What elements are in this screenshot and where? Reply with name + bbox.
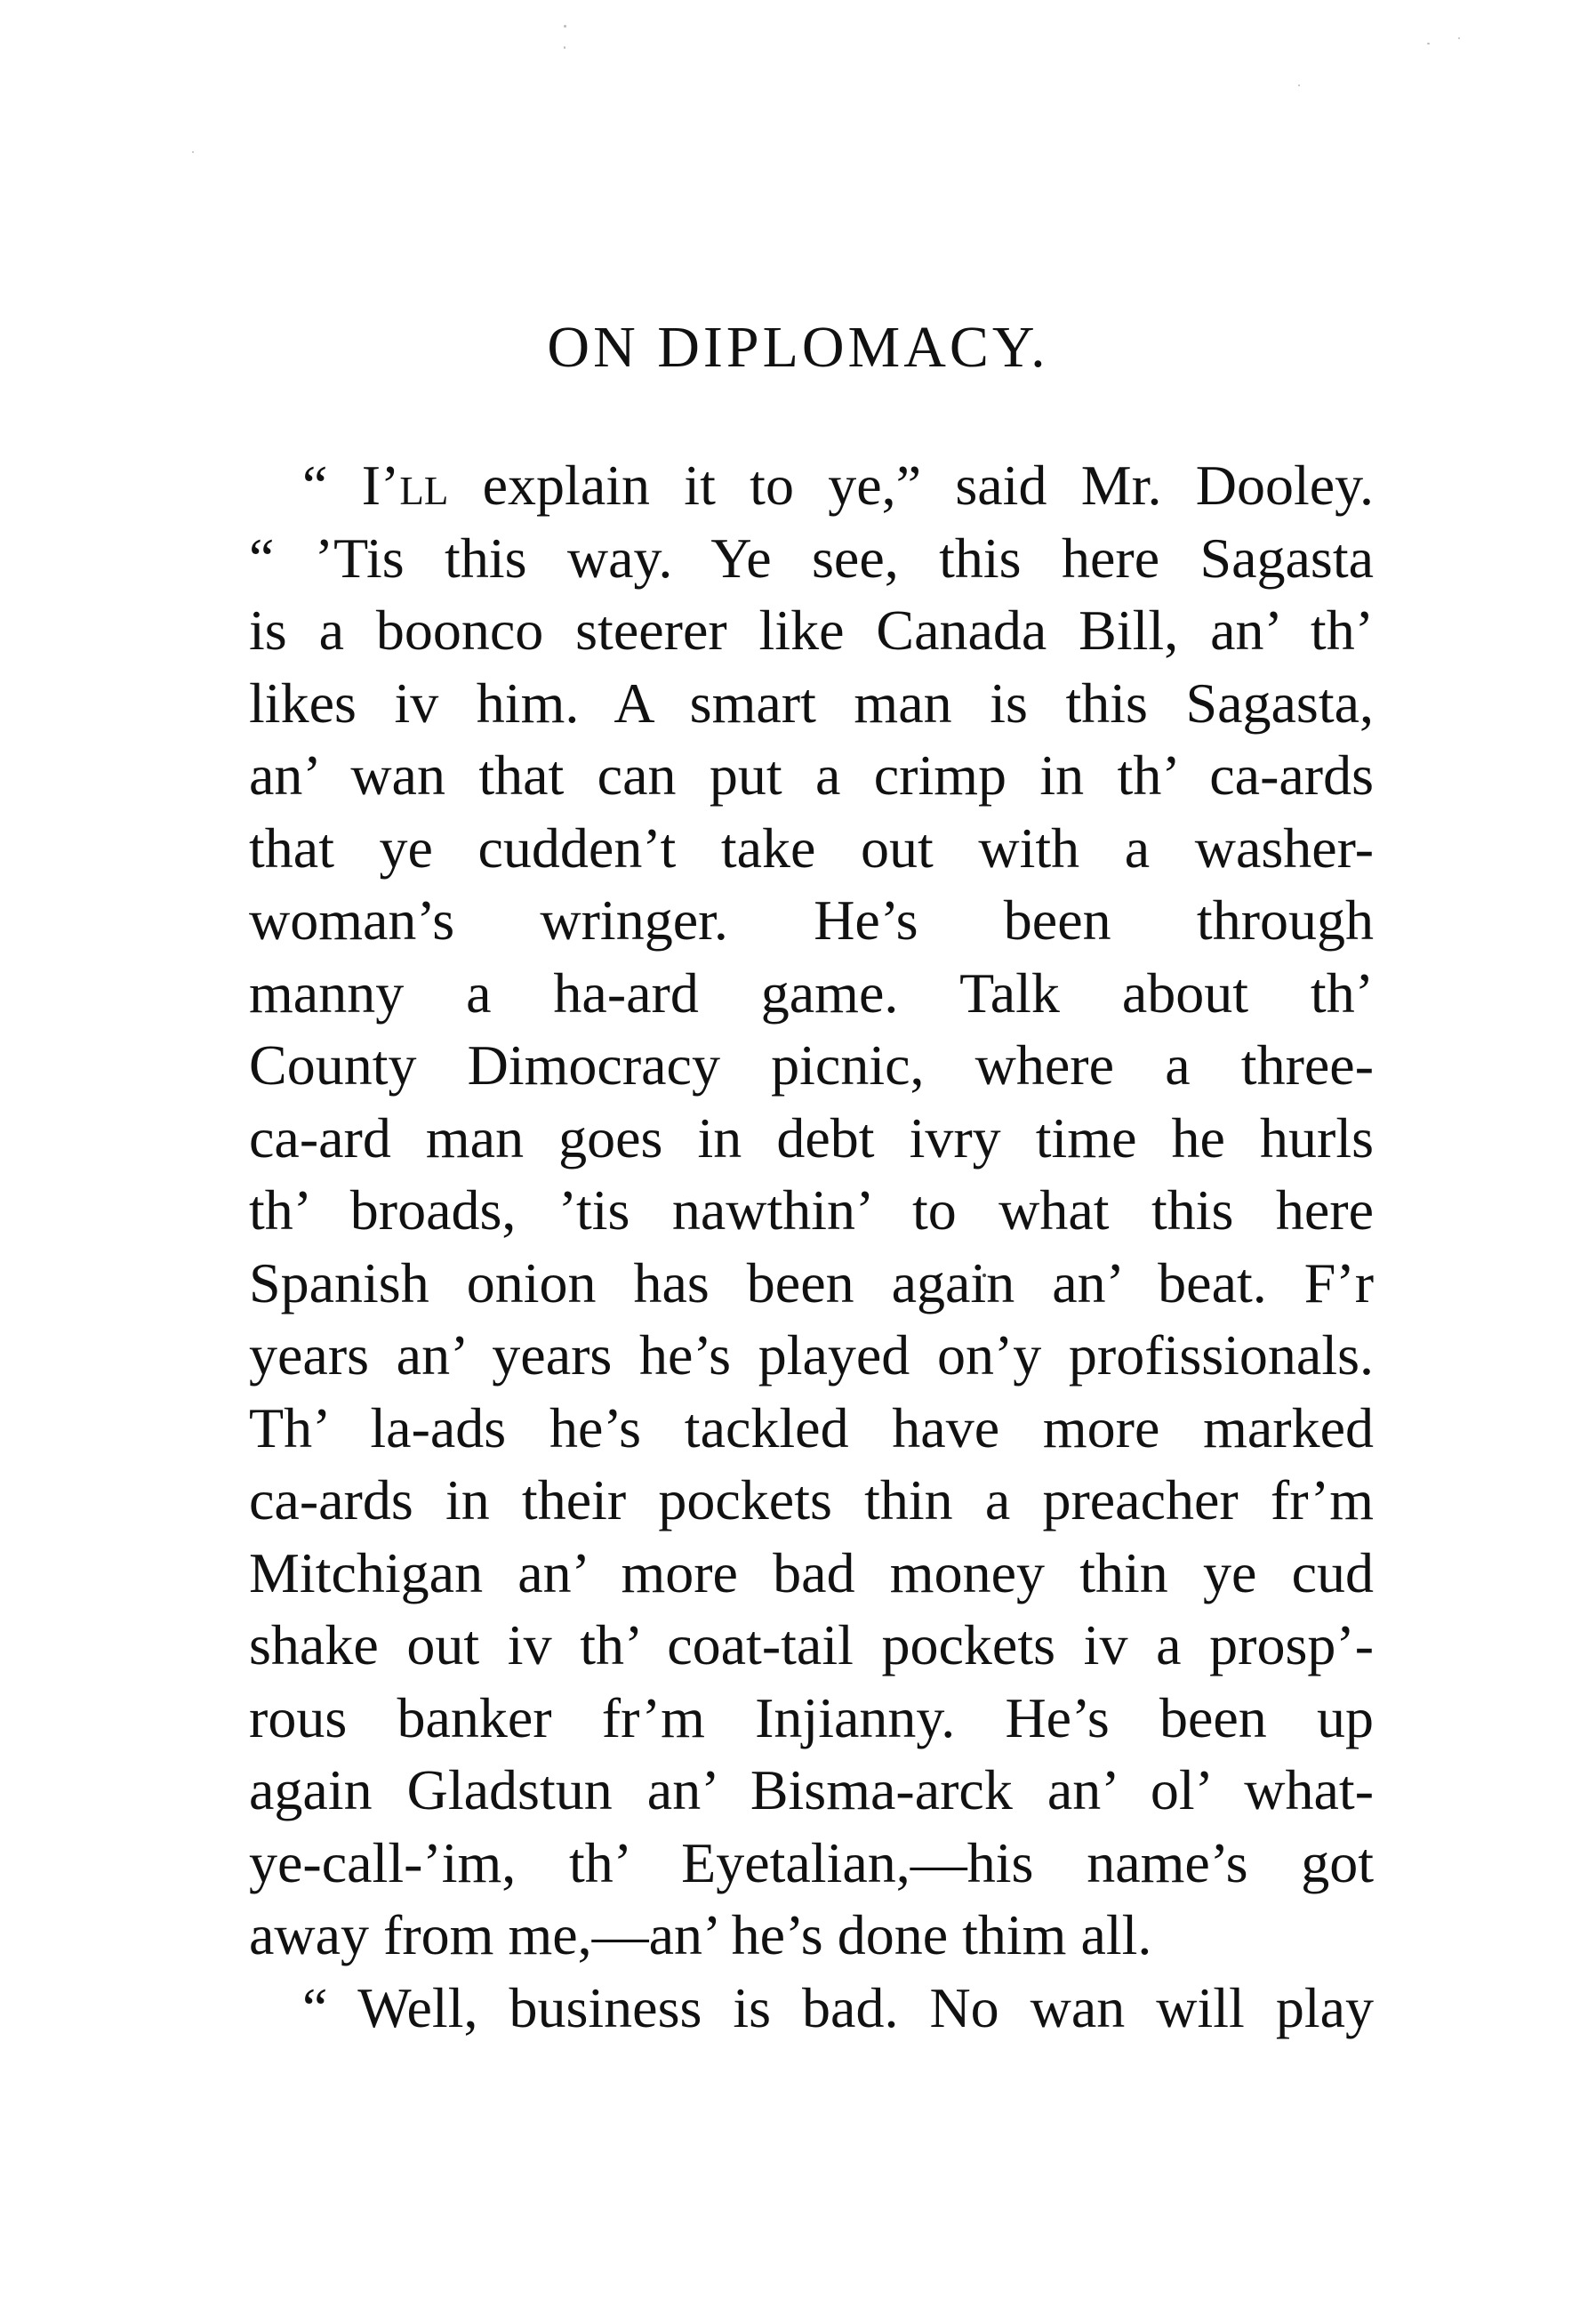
- text-line: “ ’Tis this way. Ye see, this here Sagasta: [249, 526, 1374, 590]
- text-line: rous banker fr’m Injianny. He’s been up: [249, 1685, 1374, 1749]
- first-line-rest: explain it to ye,” said Mr. Dooley.: [448, 454, 1374, 517]
- chapter-title: ON DIPLOMACY.: [547, 315, 1049, 380]
- text-line: an’ wan that can put a crimp in th’ ca-ards: [249, 744, 1374, 807]
- text-line: years an’ years he’s played on’y profissionals.: [249, 1323, 1374, 1387]
- opening-quote: “ I’: [302, 454, 400, 517]
- text-line: that ye cudden’t take out with a washer-: [249, 816, 1374, 880]
- text-line: away from me,—an’ he’s done thim all.: [249, 1903, 1152, 1966]
- paragraph-2-first-line: “ Well, business is bad. No wan will play: [302, 1975, 1374, 2039]
- body-text: [249, 449, 1374, 2044]
- text-line: th’ broads, ’tis nawthin’ to what this here: [249, 1178, 1374, 1242]
- smallcaps-text: ll: [399, 454, 449, 517]
- paragraph-1-first-line: [249, 449, 1374, 522]
- text-line: Mitchigan an’ more bad money thin ye cud: [249, 1540, 1374, 1604]
- text-line: shake out iv th’ coat-tail pockets iv a prosp’-: [249, 1613, 1374, 1676]
- text-line: woman’s wringer. He’s been through: [249, 888, 1374, 952]
- text-line: is a boonco steerer like Canada Bill, an’ th’: [249, 599, 1374, 662]
- text-line: manny a ha-ard game. Talk about th’: [249, 961, 1374, 1025]
- text-line: again Gladstun an’ Bisma-arck an’ ol’ what-: [249, 1758, 1374, 1821]
- text-line: County Dimocracy picnic, where a three-: [249, 1033, 1374, 1097]
- text-line: likes iv him. A smart man is this Sagasta,: [249, 671, 1374, 735]
- text-line: Spanish onion has been again an’ beat. F’r: [249, 1250, 1374, 1314]
- text-line: ye-call-’im, th’ Eyetalian,—his name’s got: [249, 1830, 1374, 1894]
- text-line: ca-ard man goes in debt ivry time he hurls: [249, 1105, 1374, 1170]
- text-line: Th’ la-ads he’s tackled have more marked: [249, 1395, 1374, 1459]
- text-line: ca-ards in their pockets thin a preacher fr’m: [249, 1468, 1374, 1531]
